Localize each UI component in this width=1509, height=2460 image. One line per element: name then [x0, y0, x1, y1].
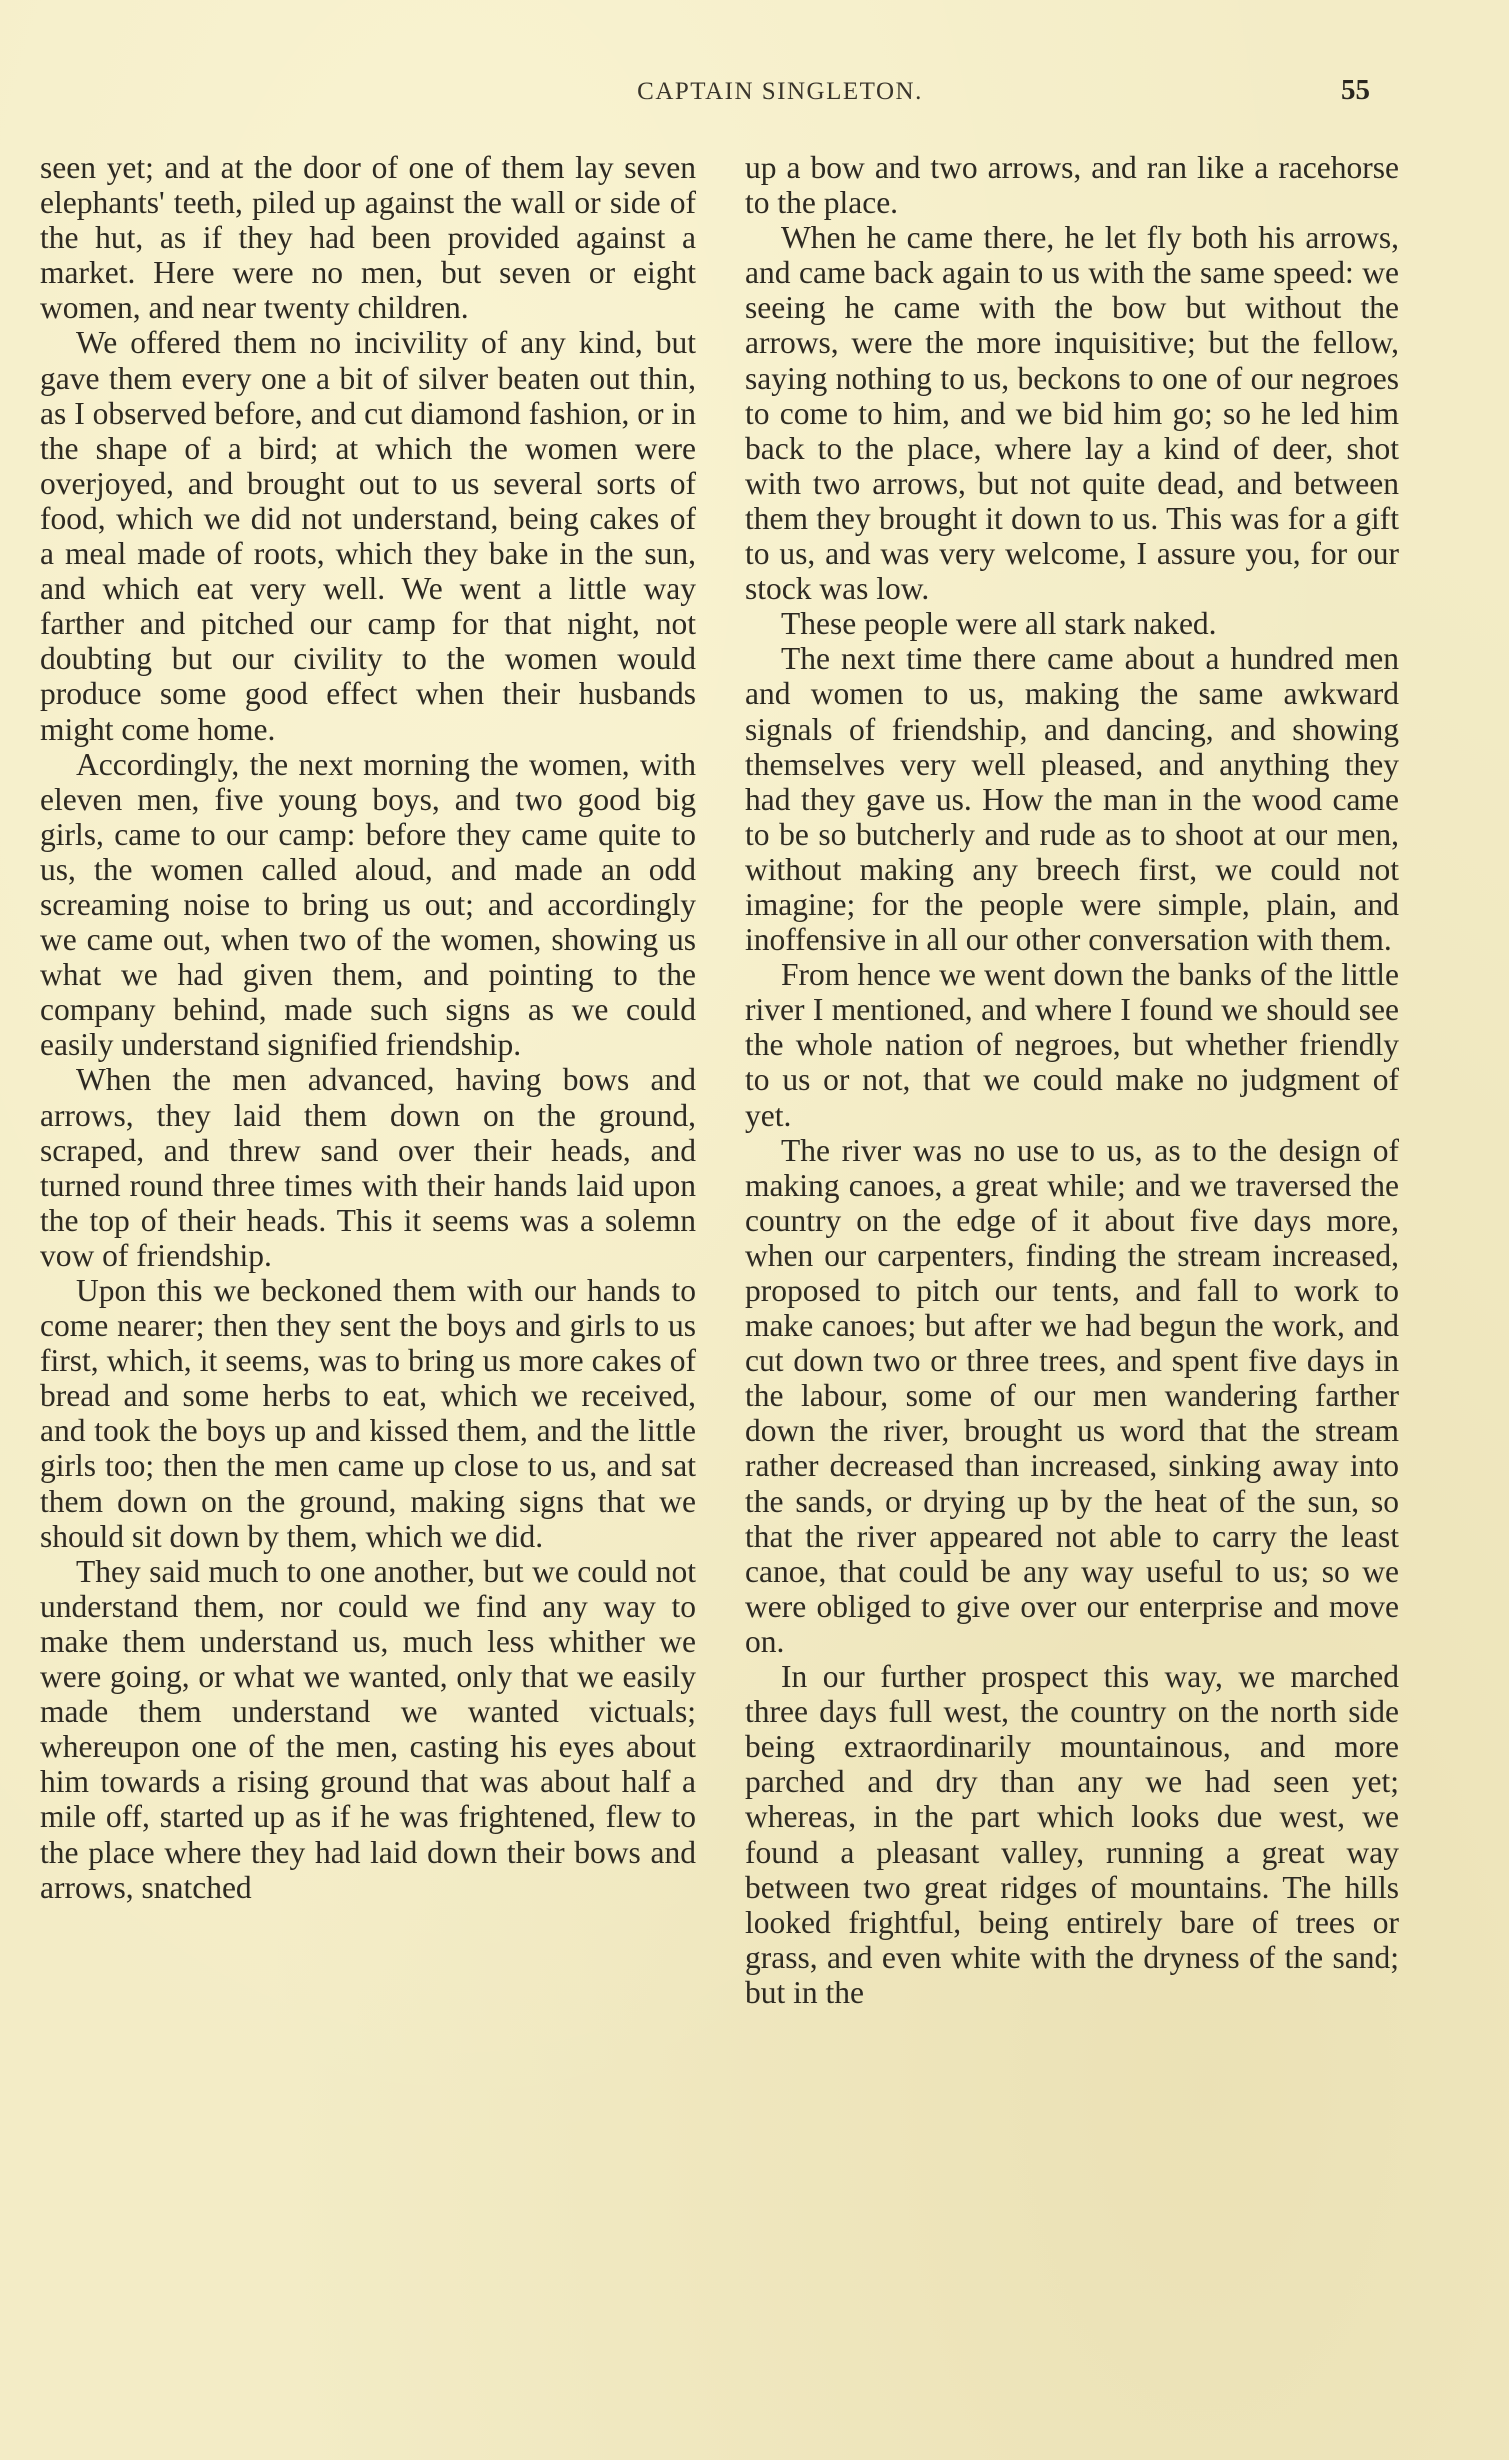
running-title: CAPTAIN SINGLETON.	[637, 78, 923, 105]
right-column	[745, 150, 1399, 2010]
paragraph: up a bow and two arrows, and ran like a racehorse to the place.	[745, 150, 1399, 221]
paragraph: From hence we went down the banks of the little river I mentioned, and where I found we should see the whole nation of negroes, but whether friendly to us or not, that we could make no judgment of yet.	[745, 957, 1399, 1133]
running-header	[40, 74, 1370, 114]
paragraph: Upon this we beckoned them with our hands to come nearer; then they sent the boys and girls to us first, which, it seems, was to bring us more cakes of bread and some herbs to eat, which we received, and took the boys up and kissed them, and the little girls too; then the men came up close to us, and sat them down on the ground, making signs that we should sit down by them, which we did.	[40, 1273, 696, 1554]
paragraph: We offered them no incivility of any kind, but gave them every one a bit of silver beaten out thin, as I observed before, and cut diamond fashion, or in the shape of a bird; at which the women were overjoyed, and brought out to us several sorts of food, which we did not understand, being cakes of a meal made of roots, which they bake in the sun, and which eat very well. We went a little way farther and pitched our camp for that night, not doubting but our civility to the women would produce some good effect when their husbands might come home.	[40, 325, 696, 747]
paragraph: These people were all stark naked.	[781, 606, 1217, 642]
page-number: 55	[1341, 74, 1370, 106]
left-column	[40, 150, 696, 1905]
paragraph: In our further prospect this way, we marched three days full west, the country on the north side being extraordinarily mountainous, and more parched and dry than any we had seen yet; whereas, in the part which looks due west, we found a pleasant valley, running a great way between two great ridges of mountains. The hills looked frightful, being entirely bare of trees or grass, and even white with the dryness of the sand; but in the	[745, 1659, 1399, 2010]
paragraph: The river was no use to us, as to the design of making canoes, a great while; and we traversed the country on the edge of it about five days more, when our carpenters, finding the stream increased, proposed to pitch our tents, and fall to work to make canoes; but after we had begun the work, and cut down two or three trees, and spent five days in the labour, some of our men wandering farther down the river, brought us word that the stream rather decreased than increased, sinking away into the sands, or drying up by the heat of the sun, so that the river appeared not able to carry the least canoe, that could be any way useful to us; so we were obliged to give over our enterprise and move on.	[745, 1132, 1399, 1659]
paragraph: When the men advanced, having bows and arrows, they laid them down on the ground, scraped, and threw sand over their heads, and turned round three times with their hands laid upon the top of their heads. This it seems was a solemn vow of friendship.	[40, 1062, 696, 1273]
paragraph: The next time there came about a hundred men and women to us, making the same awkward signals of friendship, and dancing, and showing themselves very well pleased, and anything they had they gave us. How the man in the wood came to be so butcherly and rude as to shoot at our men, without making any breech first, we could not imagine; for the people were simple, plain, and inoffensive in all our other conversation with them.	[745, 641, 1399, 958]
paragraph: seen yet; and at the door of one of them lay seven elephants' teeth, piled up against the wall or side of the hut, as if they had been provided against a market. Here were no men, but seven or eight women, and near twenty children.	[40, 150, 696, 326]
paragraph: They said much to one another, but we could not understand them, nor could we find any way to make them understand us, much less whither we were going, or what we wanted, only that we easily made them understand we wanted victuals; whereupon one of the men, casting his eyes about him towards a rising ground that was about half a mile off, started up as if he was frightened, flew to the place where they had laid down their bows and arrows, snatched	[40, 1553, 696, 1905]
paragraph: When he came there, he let fly both his arrows, and came back again to us with the same speed: we seeing he came with the bow but without the arrows, were the more inquisitive; but the fellow, saying nothing to us, beckons to one of our negroes to come to him, and we bid him go; so he led him back to the place, where lay a kind of deer, shot with two arrows, but not quite dead, and between them they brought it down to us. This was for a gift to us, and was very welcome, I assure you, for our stock was low.	[745, 220, 1399, 607]
paragraph: Accordingly, the next morning the women, with eleven men, five young boys, and two good big girls, came to our camp: before they came quite to us, the women called aloud, and made an odd screaming noise to bring us out; and accordingly we came out, when two of the women, showing us what we had given them, and pointing to the company behind, made such signs as we could easily understand signified friendship.	[40, 746, 696, 1063]
